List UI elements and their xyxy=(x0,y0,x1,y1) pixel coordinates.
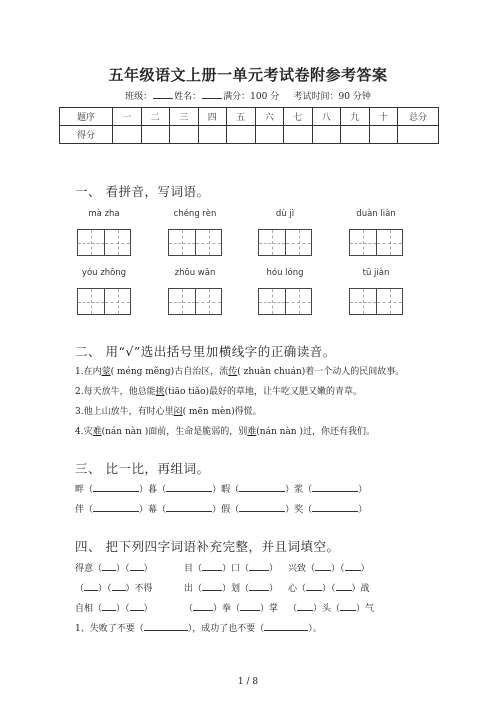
answer-blank[interactable] xyxy=(130,562,144,571)
idiom-row: 得意（ ）（ ） xyxy=(75,564,153,574)
header-cell: 八 xyxy=(312,108,341,126)
idiom-row: 出（ ）划（ ） xyxy=(184,584,279,594)
answer-blank[interactable] xyxy=(130,602,144,611)
writing-grid[interactable] xyxy=(77,288,131,315)
writing-grid[interactable] xyxy=(258,229,312,256)
section-4-heading: 四、 把下列四字词语补充完整，并且词填空。 xyxy=(75,539,340,554)
answer-blank[interactable] xyxy=(202,582,222,591)
answer-blank[interactable] xyxy=(312,483,358,492)
idiom-row: （ ）拳（ ）掌 xyxy=(184,604,279,614)
score-cell[interactable] xyxy=(113,126,142,144)
answer-blank[interactable] xyxy=(297,602,313,611)
score-row xyxy=(60,126,439,144)
name-label: 姓名： xyxy=(174,92,202,102)
writing-grid[interactable] xyxy=(349,288,403,315)
answer-blank[interactable] xyxy=(315,562,331,571)
answer-blank[interactable] xyxy=(102,562,116,571)
answer-blank[interactable] xyxy=(264,622,308,631)
page-title: 五年级语文上册一单元考试卷附参考答案 xyxy=(108,66,388,84)
answer-blank[interactable] xyxy=(345,562,361,571)
section-2-heading: 二、 用“√”选出括号里加横线字的正确读音。 xyxy=(75,344,336,359)
header-cell: 一 xyxy=(113,108,142,126)
answer-blank[interactable] xyxy=(193,602,213,611)
header-cell: 五 xyxy=(227,108,256,126)
score-row-label: 得分 xyxy=(60,126,113,144)
page-number: 1 / 8 xyxy=(237,677,259,687)
idiom-row: （ ）（ ）不得 xyxy=(75,584,153,594)
score-table xyxy=(59,107,439,144)
answer-blank[interactable] xyxy=(249,582,269,591)
question-line: 1.在内蒙( méng měng)古自治区，流传( zhuàn chuán)着一个动人的民间故事。 xyxy=(75,367,405,377)
score-cell[interactable] xyxy=(170,126,199,144)
idiom-row: 心（ ）（ ）战 xyxy=(288,584,370,594)
section-1-heading: 一、 看拼音，写词语。 xyxy=(75,184,210,199)
idiom-row: 兴致（ ）（ ） xyxy=(288,564,370,574)
pinyin-label: dù jì xyxy=(275,209,295,219)
score-cell[interactable] xyxy=(227,126,256,144)
fill-sentence: 1、失败了不要（ ），成功了也不要（ ）。 xyxy=(75,624,322,634)
question-line: 2.每天放牛，他总能挑(tiāo tiǎo)最好的草地，让牛吃又肥又嫩的青草。 xyxy=(75,387,363,397)
answer-blank[interactable] xyxy=(166,503,212,512)
exam-info xyxy=(0,89,496,102)
class-blank xyxy=(153,98,173,99)
score-cell[interactable] xyxy=(284,126,313,144)
writing-grid[interactable] xyxy=(168,229,222,256)
header-cell: 二 xyxy=(141,108,170,126)
class-label: 班级： xyxy=(125,92,153,102)
idiom-row: 自相（ ）（ ） xyxy=(75,604,153,614)
question-line: 3.他上山放牛，有时心里闷( mēn mèn)得慌。 xyxy=(75,407,262,417)
score-label: 满分：100 分 xyxy=(223,92,280,102)
score-cell[interactable] xyxy=(255,126,284,144)
writing-grid[interactable] xyxy=(77,229,131,256)
header-cell: 十 xyxy=(369,108,398,126)
answer-blank[interactable] xyxy=(202,562,222,571)
answer-blank[interactable] xyxy=(239,483,285,492)
writing-grid[interactable] xyxy=(168,288,222,315)
writing-grid[interactable] xyxy=(258,288,312,315)
header-cell: 七 xyxy=(284,108,313,126)
score-cell[interactable] xyxy=(398,126,439,144)
compare-row: 伴（ ）幕（ ）假（ ）奖（ ） xyxy=(75,505,368,515)
pinyin-label: mà zha xyxy=(88,209,120,219)
answer-blank[interactable] xyxy=(306,582,322,591)
compare-row: 畔（ ）暮（ ）暇（ ）浆（ ） xyxy=(75,485,368,495)
answer-blank[interactable] xyxy=(112,582,126,591)
score-cell[interactable] xyxy=(198,126,227,144)
header-cell: 九 xyxy=(341,108,370,126)
answer-blank[interactable] xyxy=(340,602,356,611)
answer-blank[interactable] xyxy=(93,503,139,512)
answer-blank[interactable] xyxy=(240,602,260,611)
score-cell[interactable] xyxy=(141,126,170,144)
pinyin-label: chéng rèn xyxy=(173,209,217,219)
question-line: 4.灾难(nán nàn )面前，生命是脆弱的，别难(nán nàn )过，你还有我们。 xyxy=(75,427,375,437)
pinyin-label: tū jiàn xyxy=(362,268,390,278)
pinyin-label: hóu lóng xyxy=(266,268,304,278)
idiom-row: 目（ ）口（ ） xyxy=(184,564,279,574)
score-cell[interactable] xyxy=(312,126,341,144)
score-header-row xyxy=(60,108,439,126)
writing-grid[interactable] xyxy=(349,229,403,256)
answer-blank[interactable] xyxy=(249,562,269,571)
answer-blank[interactable] xyxy=(102,602,116,611)
section-3-heading: 三、 比一比，再组词。 xyxy=(75,461,210,476)
answer-blank[interactable] xyxy=(144,622,188,631)
header-cell: 六 xyxy=(255,108,284,126)
answer-blank[interactable] xyxy=(93,483,139,492)
answer-blank[interactable] xyxy=(84,582,98,591)
answer-blank[interactable] xyxy=(239,503,285,512)
pinyin-label: zhǒu wǎn xyxy=(174,268,216,278)
pinyin-label: yóu zhōng xyxy=(81,268,127,278)
score-cell[interactable] xyxy=(341,126,370,144)
header-cell: 四 xyxy=(198,108,227,126)
answer-blank[interactable] xyxy=(166,483,212,492)
answer-blank[interactable] xyxy=(336,582,352,591)
header-cell: 总分 xyxy=(398,108,439,126)
name-blank xyxy=(202,98,222,99)
header-cell: 三 xyxy=(170,108,199,126)
pinyin-label: duàn liàn xyxy=(356,209,396,219)
score-cell[interactable] xyxy=(369,126,398,144)
header-cell: 题序 xyxy=(60,108,113,126)
time-label: 考试时间：90 分钟 xyxy=(293,92,371,102)
idiom-row: （ ）头（ ）气 xyxy=(288,604,375,614)
answer-blank[interactable] xyxy=(312,503,358,512)
